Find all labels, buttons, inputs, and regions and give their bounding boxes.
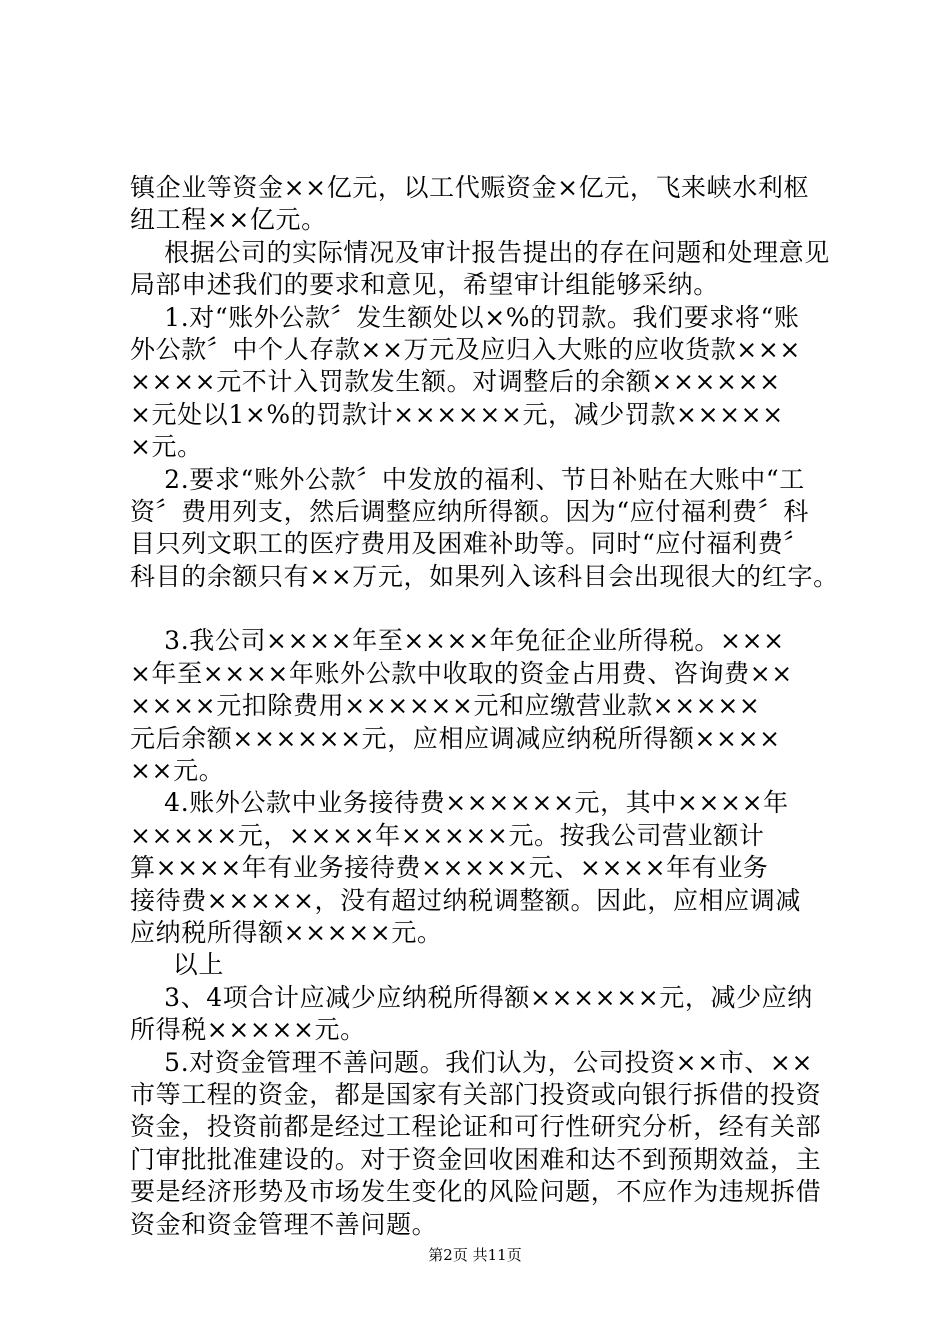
body-line: 要是经济形势及市场发生变化的风险问题，不应作为违规拆借 [130, 1177, 822, 1207]
body-line: ×××××元，××××年×××××元。按我公司营业额计 [130, 820, 765, 850]
body-line: 根据公司的实际情况及审计报告提出的存在问题和处理意见 [130, 237, 830, 267]
page-number-footer: 第2页 共11页 [428, 1246, 522, 1264]
body-line: 资〞费用列支，然后调整应纳所得额。因为“应付福利费〞科 [130, 496, 809, 526]
body-line: 资金，投资前都是经过工程论证和可行性研究分析，经有关部 [130, 1112, 822, 1142]
body-line: 2.要求“账外公款〞中发放的福利、节日补贴在大账中“工 [130, 464, 805, 494]
body-line: 接待费×××××，没有超过纳税调整额。因此，应相应调减 [130, 885, 801, 915]
body-line: 纽工程××亿元。 [130, 205, 327, 235]
body-line: 4.账外公款中业务接待费××××××元，其中××××年 [130, 788, 789, 818]
body-line: 所得税×××××元。 [130, 1015, 366, 1045]
body-line: 目只列文职工的医疗费用及困难补助等。同时“应付福利费〞 [130, 529, 809, 559]
body-line: 外公款〞中个人存款××万元及应归入大账的应收货款××× [130, 334, 801, 364]
body-line: 科目的余额只有××万元，如果列入该科目会出现很大的红字。 [130, 561, 839, 591]
body-line: 资金和资金管理不善问题。 [130, 1209, 438, 1239]
body-line: 以上 [130, 950, 224, 980]
body-line: 3、4项合计应减少应纳税所得额××××××元，减少应纳 [130, 982, 813, 1012]
body-line: 1.对“账外公款〞发生额处以×%的罚款。我们要求将“账 [130, 302, 800, 332]
body-line: 市等工程的资金，都是国家有关部门投资或向银行拆借的投资 [130, 1079, 822, 1109]
body-line: 镇企业等资金××亿元，以工代赈资金×亿元，飞来峡水利枢 [130, 173, 810, 202]
body-line: 应纳税所得额×××××元。 [130, 917, 443, 947]
body-line: 3.我公司××××年至××××年免征企业所得税。××× [130, 626, 785, 656]
body-line: 算××××年有业务接待费×××××元、××××年有业务 [130, 853, 769, 883]
body-line: 局部申述我们的要求和意见，希望审计组能够采纳。 [130, 270, 719, 300]
body-line: ×年至××××年账外公款中收取的资金占用费、咨询费×× [130, 658, 793, 688]
body-line: 元后余额××××××元，应相应调减应纳税所得额×××× [130, 723, 781, 753]
body-line: ×元。 [130, 432, 203, 462]
blank-line [130, 593, 830, 625]
body-line: 门审批批准建设的。对于资金回收困难和达不到预期效益，主 [130, 1144, 822, 1174]
body-line: ×元处以1×%的罚款计××××××元，减少罚款××××× [130, 399, 784, 429]
body-line: ××××元不计入罚款发生额。对调整后的余额×××××× [130, 367, 781, 397]
body-line: ××元。 [130, 756, 225, 786]
body-line: 5.对资金管理不善问题。我们认为，公司投资××市、×× [130, 1047, 814, 1077]
document-body [130, 172, 839, 1241]
body-line: ××××元扣除费用××××××元和应缴营业款××××× [130, 691, 761, 721]
